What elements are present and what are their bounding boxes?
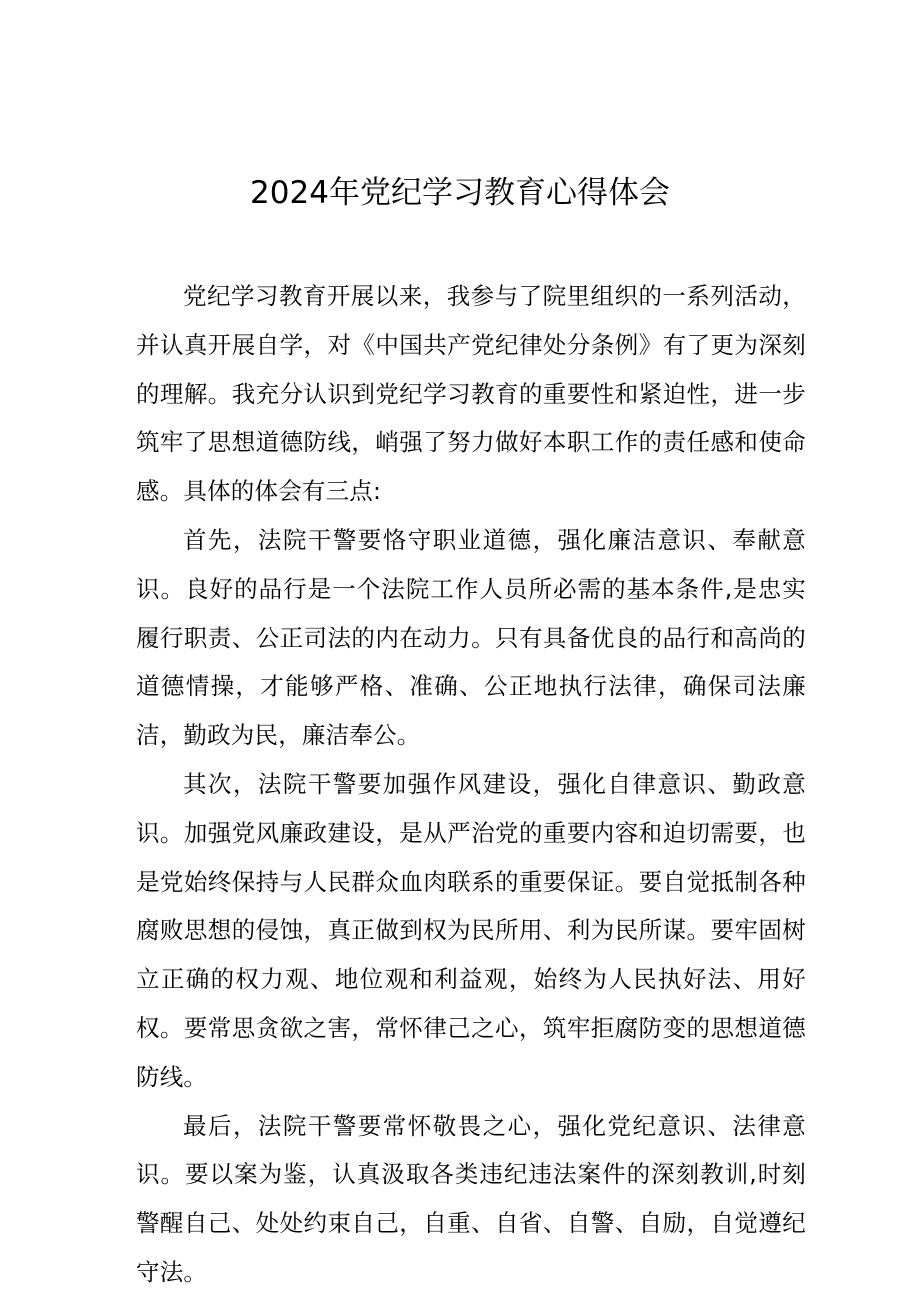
paragraph-second-point: 其次，法院干警要加强作风建设，强化自律意识、勤政意识。加强党风廉政建设，是从严治党的重要内容和迫切需要，也是党始终保持与人民群众血肉联系的重要保证。要自觉抵制各种腐败思想的侵蚀，真正做到权为民所用、利为民所谋。要牢固树立正确的权力观、地位观和利益观，始终为人民执好法、用好权。要常思贪欲之害，常怀律己之心，筑牢拒腐防变的思想道德防线。 [136, 769, 806, 1091]
paragraph-first-point: 首先，法院干警要恪守职业道德，强化廉洁意识、奉献意识。良好的品行是一个法院工作人员所必需的基本条件,是忠实履行职责、公正司法的内在动力。只有具备优良的品行和高尚的道德情操，才能够严格、准确、公正地执行法律，确保司法廉洁，勤政为民，廉洁奉公。 [136, 525, 806, 750]
document-body [136, 272, 806, 1297]
paragraph-third-point: 最后，法院干警要常怀敬畏之心，强化党纪意识、法律意识。要以案为鉴，认真汲取各类违纪违法案件的深刻教训,时刻警醒自己、处处约束自己，自重、自省、自警、自励，自觉遵纪守法。 [136, 1111, 806, 1286]
document-title: 2024年党纪学习教育心得体会 [250, 175, 670, 211]
paragraph-intro: 党纪学习教育开展以来，我参与了院里组织的一系列活动，并认真开展自学，对《中国共产党纪律处分条例》有了更为深刻的理解。我充分认识到党纪学习教育的重要性和紧迫性，进一步筑牢了思想道德防线，峭强了努力做好本职工作的责任感和使命感。具体的体会有三点: [136, 282, 806, 506]
